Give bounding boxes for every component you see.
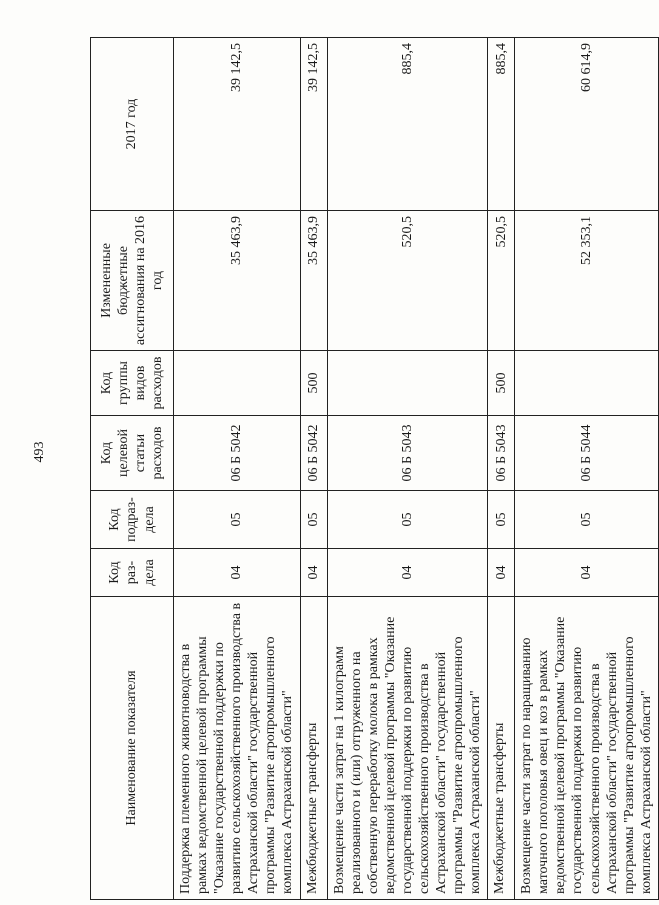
table-row [327, 38, 488, 900]
cell-year-2017: 39 142,5 [174, 38, 301, 211]
cell-changed-2016: 520,5 [327, 211, 488, 351]
cell-target-item: 06 Б 5042 [174, 416, 301, 491]
cell-year-2017: 885,4 [327, 38, 488, 211]
header-row [91, 38, 174, 900]
budget-table [90, 37, 659, 900]
cell-podrazdel: 05 [515, 491, 659, 549]
cell-changed-2016: 35 463,9 [300, 211, 327, 351]
cell-podrazdel: 05 [174, 491, 301, 549]
cell-expense-group: 500 [300, 351, 327, 416]
cell-expense-group [515, 351, 659, 416]
cell-year-2017: 39 142,5 [300, 38, 327, 211]
page-number: 493 [32, 441, 47, 463]
cell-expense-group: 500 [488, 351, 515, 416]
cell-razdel: 04 [327, 549, 488, 597]
cell-podrazdel: 05 [488, 491, 515, 549]
cell-changed-2016: 52 353,1 [515, 211, 659, 351]
header-target-item: Код целевой статьи расходов [91, 416, 174, 491]
header-year-2017: 2017 год [91, 38, 174, 211]
table-row [515, 38, 659, 900]
table-row [174, 38, 301, 900]
cell-razdel: 04 [515, 549, 659, 597]
cell-changed-2016: 520,5 [488, 211, 515, 351]
cell-year-2017: 885,4 [488, 38, 515, 211]
cell-year-2017: 60 614,9 [515, 38, 659, 211]
header-expense-group: Код группы видов расходов [91, 351, 174, 416]
cell-name: Возмещение части затрат по наращиванию маточного поголовья овец и коз в рамках ведомственной целевой программы "Оказание государственной поддержки по развитию сельскохозяйственного производства в Астраханской области" государственной программы "Развитие агропромышленного комплекса Астраханской области" [515, 597, 659, 900]
header-name: Наименование показателя [91, 597, 174, 900]
cell-name: Возмещение части затрат на 1 килограмм реализованного и (или) отгруженного на собственную переработку молока в рамках ведомственной целевой программы "Оказание государственной поддержки по развитию сельскохозяйственного производства в Астраханской области" государственной программы "Развитие агропромышленного комплекса Астраханской области" [327, 597, 488, 900]
cell-expense-group [327, 351, 488, 416]
table-row [488, 38, 515, 900]
header-razdel: Код раз-дела [91, 549, 174, 597]
cell-name: Межбюджетные трансферты [300, 597, 327, 900]
cell-podrazdel: 05 [300, 491, 327, 549]
cell-target-item: 06 Б 5043 [488, 416, 515, 491]
cell-podrazdel: 05 [327, 491, 488, 549]
header-changed-2016: Измененные бюджетные ассигнования на 2016 год [91, 211, 174, 351]
header-podrazdel: Код подраз-дела [91, 491, 174, 549]
cell-razdel: 04 [488, 549, 515, 597]
cell-changed-2016: 35 463,9 [174, 211, 301, 351]
cell-target-item: 06 Б 5043 [327, 416, 488, 491]
cell-razdel: 04 [174, 549, 301, 597]
table-wrapper [90, 38, 654, 900]
cell-expense-group [174, 351, 301, 416]
cell-target-item: 06 Б 5044 [515, 416, 659, 491]
cell-target-item: 06 Б 5042 [300, 416, 327, 491]
cell-name: Межбюджетные трансферты [488, 597, 515, 900]
rotated-table-container [90, 38, 654, 900]
cell-razdel: 04 [300, 549, 327, 597]
table-row [300, 38, 327, 900]
cell-name: Поддержка племенного животноводства в рамках ведомственной целевой программы "Оказание государственной поддержки по развитию сельскохозяйственного производства в Астраханской области" государственной программы "Развитие агропромышленного комплекса Астраханской области" [174, 597, 301, 900]
